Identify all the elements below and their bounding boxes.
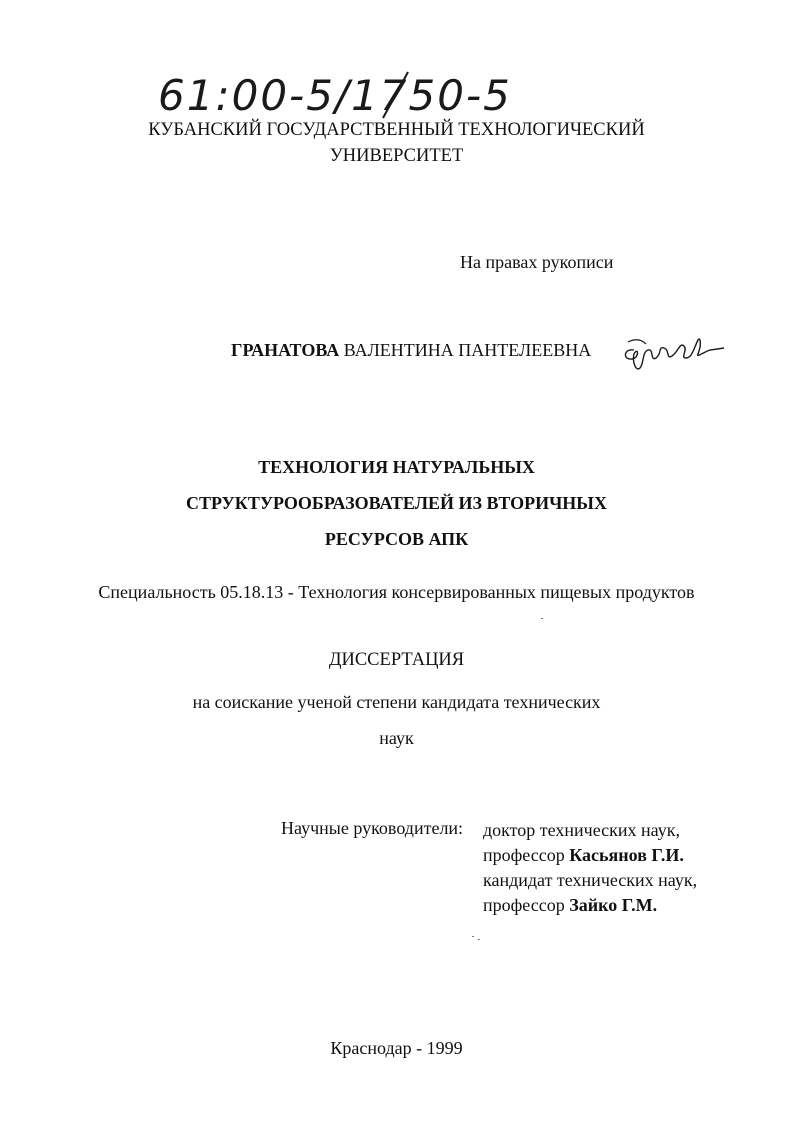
rights-note: На правах рукописи xyxy=(460,252,614,272)
supervisor-1 xyxy=(483,843,697,868)
city-year: Краснодар - 1999 xyxy=(330,1038,463,1058)
supervisors-label: Научные руководители: xyxy=(281,818,464,838)
work-type: ДИССЕРТАЦИЯ xyxy=(328,650,465,670)
scan-speck xyxy=(541,618,543,619)
scan-speck xyxy=(478,939,480,940)
degree-line-2: наук xyxy=(379,728,414,748)
specialty: Специальность 05.18.13 - Технология консервированных пищевых продуктов xyxy=(98,582,695,602)
scan-speck xyxy=(472,936,474,937)
supervisor-2-title: кандидат технических наук, xyxy=(483,870,698,890)
university-line-2: УНИВЕРСИТЕТ xyxy=(329,146,464,166)
title-line-2: СТРУКТУРООБРАЗОВАТЕЛЕЙ ИЗ ВТОРИЧНЫХ xyxy=(186,493,607,513)
author-name xyxy=(231,340,591,361)
author-surname: ГРАНАТОВА xyxy=(231,340,340,360)
degree-statement xyxy=(0,684,793,756)
university-name xyxy=(0,117,793,169)
supervisor-1-name: Касьянов Г.И. xyxy=(569,845,684,865)
degree-line-1: на соискание ученой степени кандидата технических xyxy=(192,692,601,712)
author-given-names: ВАЛЕНТИНА ПАНТЕЛЕЕВНА xyxy=(343,340,592,360)
supervisor-2 xyxy=(483,893,697,918)
supervisor-2-name: Зайко Г.М. xyxy=(569,895,658,915)
title-line-3: РЕСУРСОВ АПК xyxy=(324,529,469,549)
archive-number-handwritten xyxy=(158,68,558,124)
author-signature xyxy=(620,328,730,378)
supervisor-2-rank: профессор xyxy=(483,895,565,915)
archive-number-text: 61:00-5/1750-5 xyxy=(158,71,512,120)
dissertation-title xyxy=(0,449,793,557)
supervisor-1-title: доктор технических наук, xyxy=(483,820,680,840)
supervisor-1-rank: профессор xyxy=(483,845,565,865)
supervisors-list xyxy=(483,818,697,918)
title-line-1: ТЕХНОЛОГИЯ НАТУРАЛЬНЫХ xyxy=(258,457,535,477)
university-line-1: КУБАНСКИЙ ГОСУДАРСТВЕННЫЙ ТЕХНОЛОГИЧЕСКИЙ xyxy=(148,120,645,140)
